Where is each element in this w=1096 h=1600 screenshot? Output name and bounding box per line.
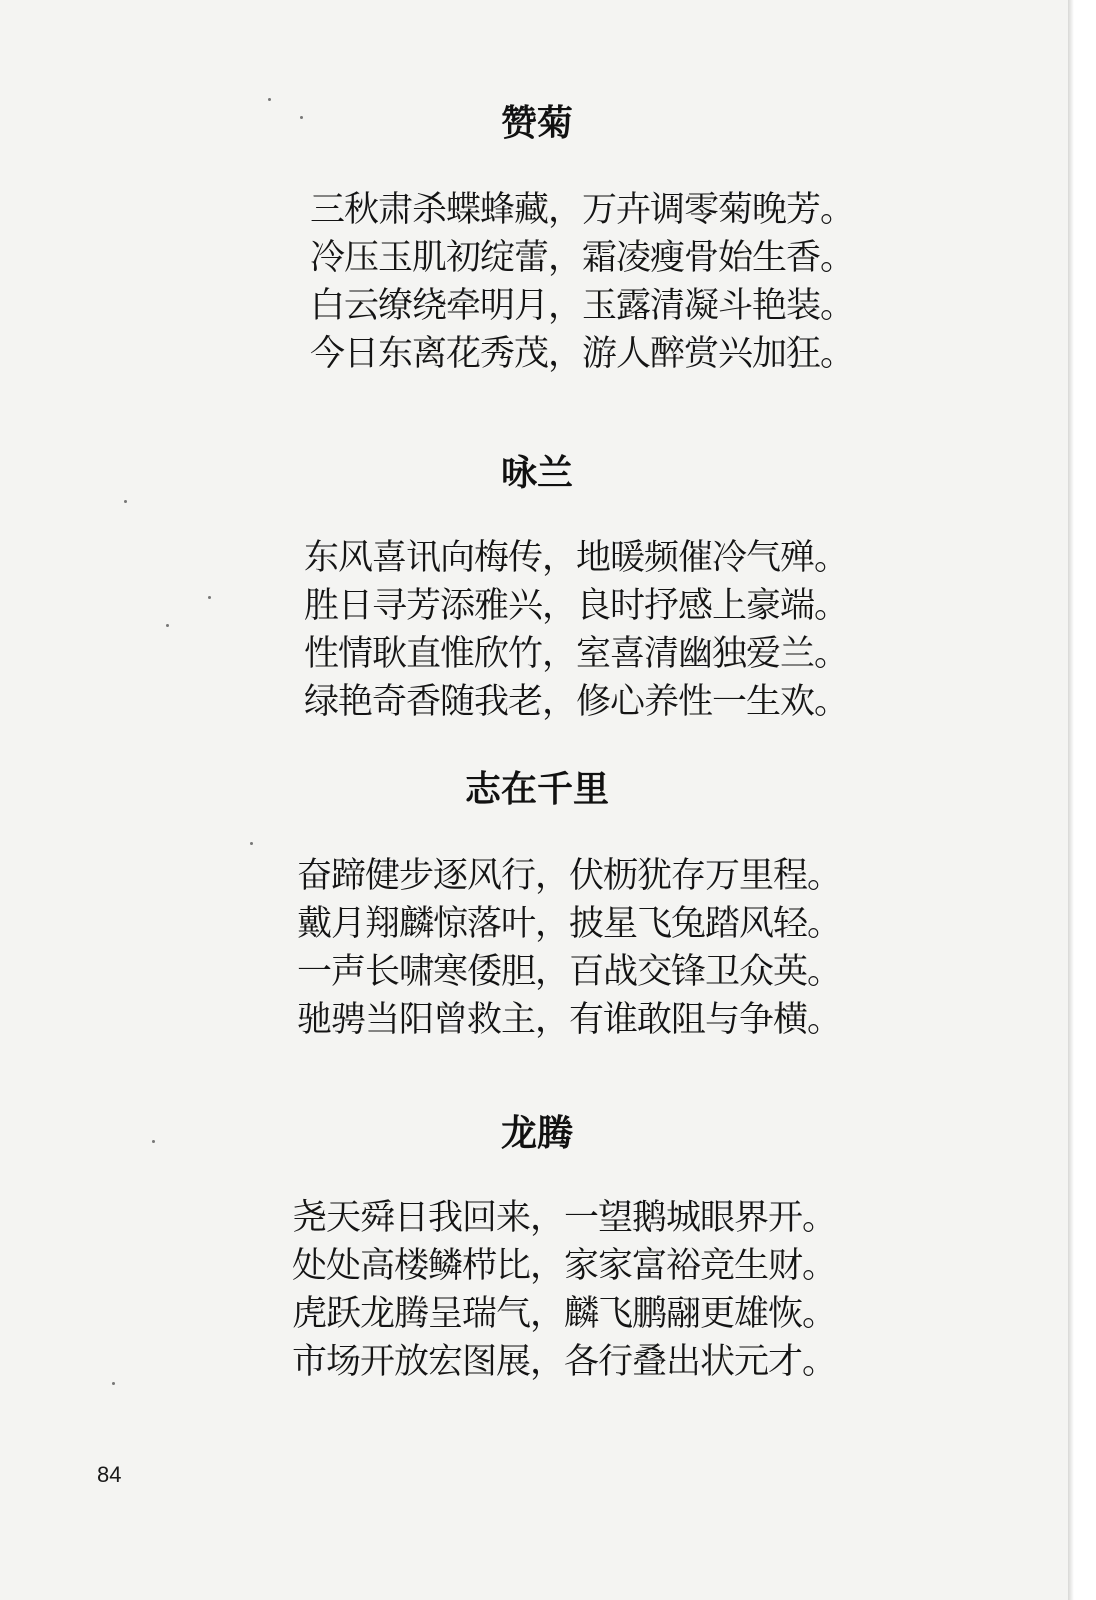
poem-body-3 <box>297 852 841 1044</box>
poem-line: 处处高楼鳞栉比，家家富裕竞生财。 <box>292 1246 837 1286</box>
scan-speck <box>300 116 303 119</box>
scan-speck <box>152 1140 155 1143</box>
poem-line: 尧天舜日我回来，一望鹅城眼界开。 <box>292 1198 837 1238</box>
poem-title-4: 龙腾 <box>500 1113 573 1154</box>
scan-margin <box>1074 0 1096 1600</box>
poem-line: 三秋肃杀蝶蜂藏，万卉调零菊晚芳。 <box>310 190 855 230</box>
poem-line: 冷压玉肌初绽蕾，霜凌瘦骨始生香。 <box>310 238 855 278</box>
poem-line: 戴月翔麟惊落叶，披星飞兔踏风轻。 <box>297 904 842 944</box>
scan-speck <box>124 500 127 503</box>
poem-line: 东风喜讯向梅传，地暖频催冷气殚。 <box>304 538 849 578</box>
poem-line: 绿艳奇香随我老，修心养性一生欢。 <box>304 682 849 722</box>
poem-line: 性情耿直惟欣竹，室喜清幽独爱兰。 <box>304 634 849 674</box>
poem-title-2: 咏兰 <box>500 453 573 494</box>
scan-speck <box>268 98 271 101</box>
poem-line: 今日东离花秀茂，游人醉赏兴加狂。 <box>310 334 855 374</box>
poem-title-1: 赞菊 <box>500 103 573 144</box>
poem-body-1 <box>310 186 854 378</box>
scan-speck <box>208 596 211 599</box>
scan-speck <box>250 842 253 845</box>
scan-speck <box>112 1382 115 1385</box>
poem-line: 虎跃龙腾呈瑞气，麟飞鹏翮更雄恢。 <box>292 1294 837 1334</box>
poem-line: 一声长啸寒倭胆，百战交锋卫众英。 <box>297 952 842 992</box>
poem-body-4 <box>292 1194 836 1386</box>
poem-body-2 <box>304 534 848 726</box>
poem-line: 白云缭绕牵明月，玉露清凝斗艳装。 <box>310 286 855 326</box>
poem-title-3: 志在千里 <box>464 769 609 810</box>
poem-line: 奋蹄健步逐风行，伏枥犹存万里程。 <box>297 856 842 896</box>
poem-line: 市场开放宏图展，各行叠出状元才。 <box>292 1342 837 1382</box>
scan-speck <box>166 624 169 627</box>
poem-line: 驰骋当阳曾救主，有谁敢阻与争横。 <box>297 1000 842 1040</box>
page-number: 84 <box>97 1462 122 1487</box>
poem-line: 胜日寻芳添雅兴，良时抒感上豪端。 <box>304 586 849 626</box>
